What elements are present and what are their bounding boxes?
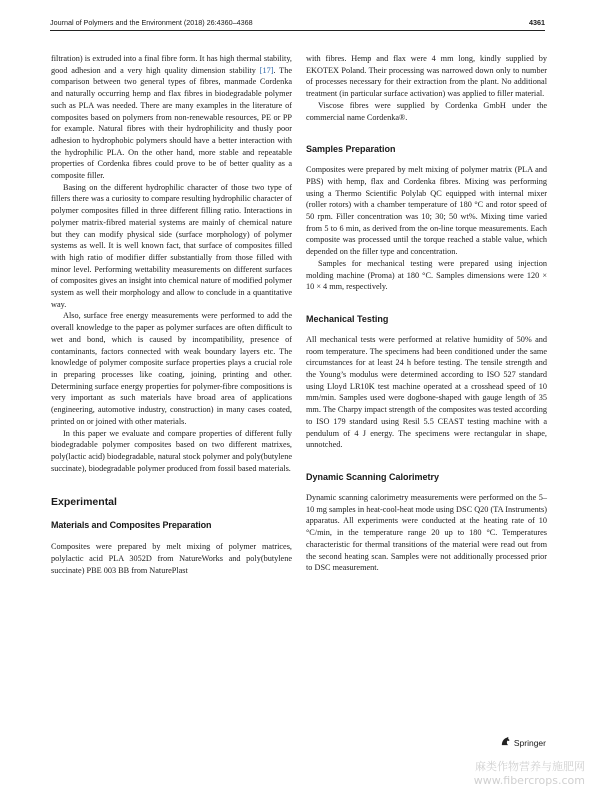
watermark-line: 麻类作物营养与施肥网 (475, 760, 585, 773)
right-column (306, 53, 547, 574)
springer-horse-icon (500, 736, 511, 749)
paragraph: Viscose fibres were supplied by Cordenka GmbH under the commercial name Cordenka®. (306, 100, 547, 122)
publisher-logo (500, 736, 546, 749)
watermark (474, 760, 585, 788)
paragraph: In this paper we evaluate and compare properties of different fully biodegradable polymer composites based on two different matrixes, poly(lactic acid) biodegradable, natural stock polymer and poly(butylene succinate), biodegradable polymer produced from fossil based materials. (51, 428, 292, 473)
paragraph: Composites were prepared by melt mixing of polymer matrix (PLA and PBS) with hemp, flax and Cordenka fibres. Mixing was performing using a Thermo Scientific Polylab QC equipped with internal mixer (roller rotors) with a chamber temperature of 180 °C and rotor speed of 50 rpm. Filler concentration was 10; 30; 50 wt%. Mixing time varied from 5 to 6 min, as derived from the on-line torque measurements. Each composite was processed until the torque reached a stable value, which depended on the filler type and concentration. (306, 165, 547, 257)
paragraph: Dynamic scanning calorimetry measurements were performed on the 5–10 mg samples in heat-cool-heat mode using DSC Q20 (TA Instruments) apparatus. All experiments were conducted at the heating rate of 10 °C/min, in the temperature range 20 up to 180 °C. Temperatures characteristic for thermal transitions of the material were read out from the second heating scan. Samples were not additionally processed prior to DSC measurement. (306, 492, 547, 573)
paragraph: Also, surface free energy measurements were performed to add the overall knowledge to the paper as polymer surfaces are often difficult to wet and bond, which is caused by incompatibility, presence of contaminants, factors connected with weak boundary layers etc. The knowledge of polymer composite surface properties plays a crucial role in preparing processes like coating, joining, printing and other. Determining surface energy properties for polymer-fibre compositions is very important as such materials have broad area of applications (engineering, automotive industry, construction) in many cases coated, printed on or joined with other materials. (51, 311, 292, 426)
watermark-url: www.fibercrops.com (473, 774, 585, 787)
citation-link[interactable]: [17] (259, 65, 274, 75)
section-heading-experimental: Experimental (51, 496, 117, 509)
running-header (50, 18, 545, 31)
paragraph: Composites were prepared by melt mixing of polymer matrices, polylactic acid PLA 3052D from NatureWorks and poly(butylene succinate) PBE 003 BB from NaturePlast (51, 542, 292, 575)
paragraph: Basing on the different hydrophilic character of those two type of fillers there was a curiosity to compare resulting hydrophilic character of polymer composites filled in three different filling ratio. Interactions in polymer matrix-fibred material systems are mainly of chemical nature but they can modify physical side (surface morphology) of polymer systems as well. It is well known fact, that surface of composites filled with high ratio of modifier differ substantially from those filled with minor level. Performing wettability measurements on different surfaces of composites gives an insight into chemical nature of modified polymer system as well their morphology and allow to conclude in a quantitative way. (51, 182, 292, 309)
subsection-heading-dsc: Dynamic Scanning Calorimetry (306, 471, 440, 482)
journal-citation: Journal of Polymers and the Environment (2018) 26:4360–4368 (50, 18, 253, 27)
paragraph: filtration) is extruded into a final fibre form. It has high thermal stability, good adhesion and a very high quality dimension stability [17]. The comparison between two general types of fibres, manmade Cordenka and naturally occurring hemp and flax fibres in biodegradable polymer such as PLA was needed. There are many examples in the literature of composites based on polymers from non-renewable resources, PE or PP for example. Natural fibres with their hydrophilicity and thusly poor adhesion to hydrophobic polymers should have a better interaction with the hydrophilic PLA. On the other hand, more stable and repeatable properties of Cordenka fibres could prove to be of better quality as a composite filler. (51, 54, 292, 181)
page-number: 4361 (529, 18, 545, 27)
publisher-name: Springer (513, 737, 546, 748)
subsection-heading-materials: Materials and Composites Preparation (51, 520, 212, 531)
paragraph: Samples for mechanical testing were prepared using injection molding machine (Proma) at 180 °C. Samples dimensions were 120 × 10 × 4 mm, respectively. (306, 258, 547, 292)
left-column (51, 53, 292, 576)
paragraph: All mechanical tests were performed at relative humidity of 50% and room temperature. The specimens had been conditioned under the same circumstances for at least 24 h before testing. The tensile strength and the Young’s modulus were determined according to ISO 527 standard using Lloyd LR10K test machine operated at a crosshead speed of 10 mm/min. Samples used were dogbone-shaped with gauge length of 35 mm. The Charpy impact strength of the composites was tested according to ISO 179 standard using Resil 5.5 CEAST testing machine with a pendulum of 4 J energy. The specimens were rectangular in shape, unnotched. (306, 334, 547, 450)
paragraph: with fibres. Hemp and flax were 4 mm long, kindly supplied by EKOTEX Poland. Their processing was narrowed down only to number of processes necessary for their extraction from the plant. No additional treatment (in particular surface activation) was applied to filler material. (306, 54, 547, 99)
subsection-heading-mechanical: Mechanical Testing (306, 313, 389, 324)
subsection-heading-samples: Samples Preparation (306, 144, 396, 155)
